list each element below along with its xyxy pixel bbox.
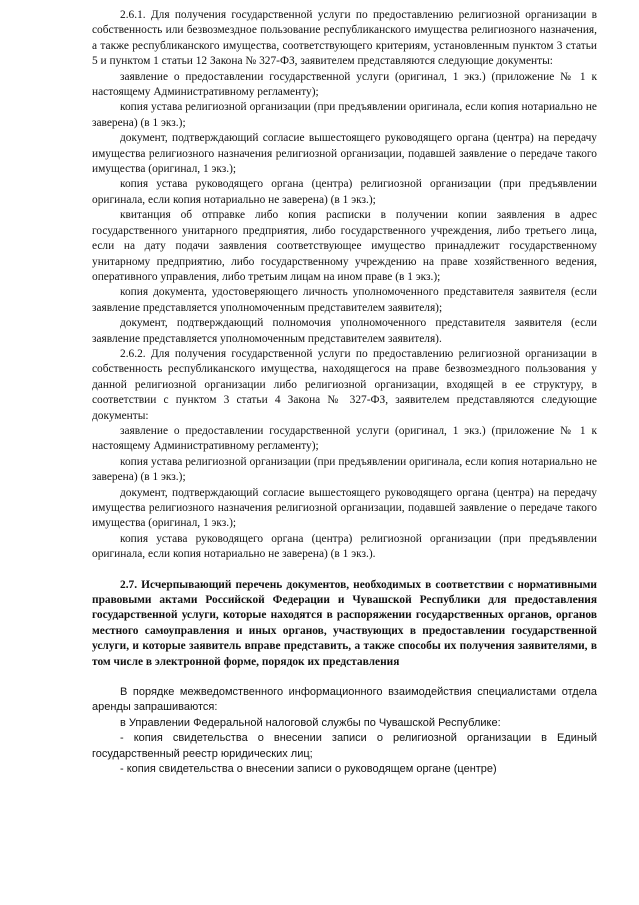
document-page bbox=[92, 8, 597, 778]
list-item-receipt: квитанция об отправке либо копия расписки в получении копии заявления в адрес государственного унитарного предприятия, либо государственного учреждения, либо третьего лица, если на дату подачи заявления соответствующее имущество принадлежит государственному унитарному предприятию, либо государственному учреждению на праве хозяйственного ведения, оперативного управления, либо третьим лицам на ином праве (в 1 экз.); bbox=[92, 209, 597, 283]
paragraph-interagency-request: В порядке межведомственного информационного взаимодействия специалистами отдела аренды запрашиваются: bbox=[92, 686, 597, 714]
list-item-consent-document: документ, подтверждающий согласие вышестоящего руководящего органа (центра) на передачу имущества религиозного назначения религиозной организации, подавшей заявление о передаче такого имущества (оригинал, 1 экз.); bbox=[92, 132, 597, 176]
list-item-registry-certificate: - копия свидетельства о внесении записи о религиозной организации в Единый государственный реестр юридических лиц; bbox=[92, 732, 597, 760]
paragraph-tax-service: в Управлении Федеральной налоговой службы по Чувашской Республике: bbox=[120, 716, 501, 729]
list-item-charter-copy-2: копия устава религиозной организации (при предъявлении оригинала, если копия нотариально не заверена) (в 1 экз.); bbox=[92, 455, 597, 484]
list-item-governing-charter-2: копия устава руководящего органа (центра) религиозной организации (при предъявлении оригинала, если копия нотариально не заверена) (в 1 экз.). bbox=[92, 532, 597, 561]
list-item-application: заявление о предоставлении государственной услуги (оригинал, 1 экз.) (приложение № 1 к настоящему Административному регламенту); bbox=[92, 70, 597, 99]
list-item-identity-document: копия документа, удостоверяющего личность уполномоченного представителя заявителя (если заявление представляется уполномоченным представителем заявителя); bbox=[92, 286, 597, 314]
list-item-authority-document: документ, подтверждающий полномочия уполномоченного представителя заявителя (если заявление представляется уполномоченным представителем заявителя). bbox=[92, 317, 597, 345]
section-heading-2-7: 2.7. Исчерпывающий перечень документов, необходимых в соответствии с нормативными правовыми актами Российской Федерации и Чувашской Республики для предоставления государственной услуги, которые находятся в распоряжении государственных органов, органов местного самоуправления и иных органов, участвующих в предоставлении государственной услуги, и которые заявитель вправе представить, а также способы их получения заявителями, в том числе в электронной форме, порядок их представления bbox=[92, 578, 597, 668]
list-item-governing-charter: копия устава руководящего органа (центра) религиозной организации (при предъявлении оригинала, если копия нотариально не заверена) (в 1 экз.); bbox=[92, 178, 597, 206]
list-item-governing-certificate: - копия свидетельства о внесении записи о руководящем органе (центре) bbox=[120, 763, 497, 776]
paragraph-2-6-2: 2.6.2. Для получения государственной услуги по предоставлению религиозной организации в собственность республиканского имущества, находящегося на праве безвозмездного пользования у данной религиозной организации либо религиозной организации, входящей в ее структуру, в соответствии с пунктом 3 статьи 4 Закона № 327-ФЗ, заявителем представляются следующие документы: bbox=[92, 347, 597, 422]
list-item-consent-document-2: документ, подтверждающий согласие вышестоящего руководящего органа (центра) на передачу имущества религиозного назначения религиозной организации, подавшей заявление о передаче такого имущества (оригинал, 1 экз.); bbox=[92, 486, 597, 530]
paragraph-2-6-1: 2.6.1. Для получения государственной услуги по предоставлению религиозной организации в собственность или безвозмездное пользование республиканского имущества религиозного назначения, а также республиканского имущества, соответствующего критериям, установленным пунктом 3 статьи 5 и пунктом 1 статьи 12 Закона № 327-ФЗ, заявителем представляются следующие документы: bbox=[92, 9, 597, 68]
list-item-charter-copy: копия устава религиозной организации (при предъявлении оригинала, если копия нотариально не заверена) (в 1 экз.); bbox=[92, 101, 597, 129]
list-item-application-2: заявление о предоставлении государственной услуги (оригинал, 1 экз.) (приложение № 1 к настоящему Административному регламенту); bbox=[92, 424, 597, 453]
